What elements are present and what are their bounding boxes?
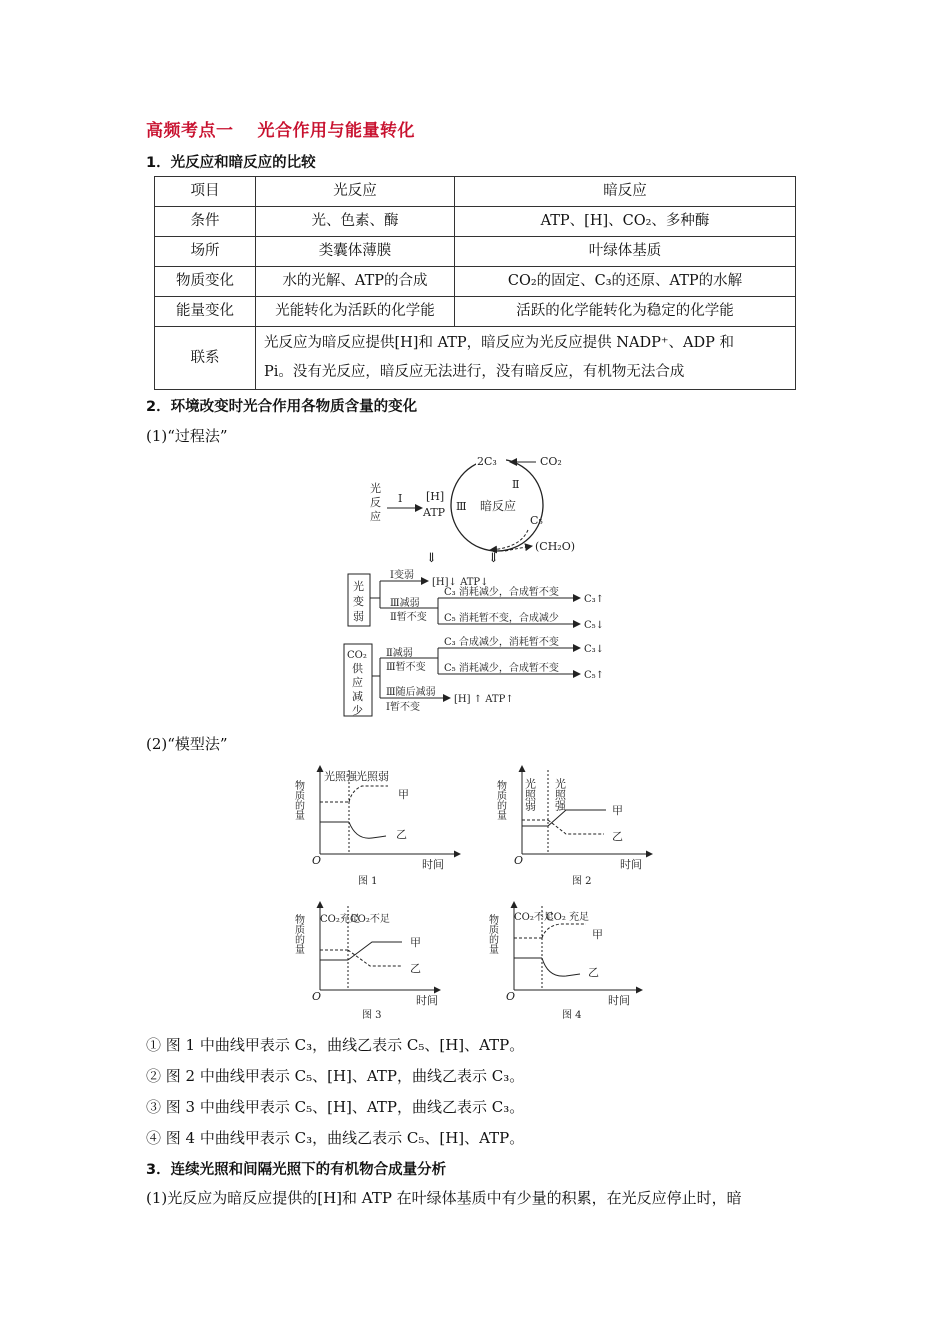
g1-jia: 甲 (398, 788, 409, 801)
g4-caption: 图 4 (562, 1010, 582, 1021)
svg-text:⇓: ⇓ (488, 551, 499, 566)
origin-label: O (514, 854, 524, 867)
o4: C₅↑ (584, 670, 605, 681)
o3: C₃↓ (584, 644, 605, 655)
x-axis-label: 时间 (422, 858, 444, 871)
table-header-cell: 暗反应 (455, 177, 796, 207)
heading-2: 2．环境改变时光合作用各物质含量的变化 (146, 399, 418, 415)
y-axis-label: 物质的量 (292, 780, 304, 820)
r4: [H] ↑ ATP↑ (454, 694, 514, 705)
note-3: ③ 图 3 中曲线甲表示 C₅、[H]、ATP，曲线乙表示 C₃。 (146, 1098, 525, 1116)
label-dark-reaction: 暗反应 (480, 499, 517, 513)
g1-left-label: 光照强 (324, 770, 357, 783)
graph-3 (293, 902, 441, 1021)
note-4: ④ 图 4 中曲线甲表示 C₃，曲线乙表示 C₅、[H]、ATP。 (146, 1129, 525, 1147)
g1-right-label: 光照弱 (356, 770, 389, 783)
table-cell: 光、色素、酶 (256, 207, 455, 237)
table-row (155, 237, 796, 267)
heading-1: 1．光反应和暗反应的比较 (146, 155, 316, 171)
table-cell: 联系 (155, 327, 256, 390)
l1: Ⅰ变弱 (390, 570, 414, 581)
label-ch2o: (CH₂O) (535, 540, 576, 553)
g3-jia: 甲 (410, 936, 421, 949)
m2: C₅ 消耗暂不变，合成减少 (444, 613, 559, 624)
g3-left-label: CO₂充足 (320, 914, 360, 925)
paragraph: (1)光反应为暗反应提供的[H]和 ATP 在叶绿体基质中有少量的积累，在光反应停止时，暗 (146, 1189, 742, 1207)
table-cell: 叶绿体基质 (455, 237, 796, 267)
box2-char: CO₂ (347, 650, 367, 661)
table-cell: 活跃的化学能转化为稳定的化学能 (455, 297, 796, 327)
note-2: ② 图 2 中曲线甲表示 C₅、[H]、ATP，曲线乙表示 C₃。 (146, 1067, 525, 1085)
g4-left-label: CO₂不足 (514, 912, 554, 923)
m4: C₅ 消耗减少，合成暂不变 (444, 663, 559, 674)
y-axis-label: 物质的量 (494, 780, 506, 820)
origin-label: O (312, 990, 322, 1003)
g4-jia: 甲 (592, 928, 603, 941)
graph-2 (495, 766, 653, 887)
x-axis-label: 时间 (416, 994, 438, 1007)
label-roman-2: Ⅱ (512, 478, 520, 491)
table-cell: 场所 (155, 237, 256, 267)
table-cell: 光能转化为活跃的化学能 (256, 297, 455, 327)
g4-yi: 乙 (588, 966, 599, 979)
section-title-text: 光合作用与能量转化 (257, 121, 415, 141)
method-1-label: (1)“过程法” (146, 427, 228, 445)
label-light-3: 应 (370, 510, 381, 523)
label-c5: C₅ (530, 514, 543, 527)
g4-right-label: CO₂ 充足 (546, 912, 590, 923)
section-title (146, 116, 415, 141)
heading-3: 3．连续光照和间隔光照下的有机物合成量分析 (146, 1162, 447, 1178)
graph-4 (487, 902, 643, 1021)
origin-label: O (312, 854, 322, 867)
svg-text:⇓: ⇓ (426, 551, 437, 566)
r1: [H]↓ ATP↓ (432, 577, 489, 588)
g2-jia: 甲 (612, 804, 623, 817)
g2-right-label: 光照强 (553, 778, 567, 811)
label-h: [H] (426, 490, 445, 503)
x-axis-label: 时间 (620, 858, 642, 871)
box1-char: 变 (353, 595, 364, 608)
m3: C₃ 合成减少，消耗暂不变 (444, 637, 559, 648)
table-cell-link (256, 327, 796, 390)
label-light-2: 反 (370, 496, 381, 509)
g3-yi: 乙 (410, 962, 421, 975)
box2-char: 应 (352, 676, 363, 689)
g2-caption: 图 2 (572, 876, 592, 887)
process-diagram (340, 448, 620, 720)
x-axis-label: 时间 (608, 994, 630, 1007)
table-cell: 物质变化 (155, 267, 256, 297)
box2-char: 少 (352, 704, 363, 717)
table-cell: 能量变化 (155, 297, 256, 327)
graph-1 (293, 766, 461, 887)
note-1: ① 图 1 中曲线甲表示 C₃，曲线乙表示 C₅、[H]、ATP。 (146, 1036, 525, 1054)
m1: C₃ 消耗减少，合成暂不变 (444, 587, 559, 598)
l4b: Ⅰ暂不变 (386, 702, 420, 713)
table-cell: CO₂的固定、C₃的还原、ATP的水解 (455, 267, 796, 297)
origin-label: O (506, 990, 516, 1003)
y-axis-label: 物质的量 (486, 914, 498, 954)
box1-char: 光 (353, 580, 364, 593)
box2-char: 供 (352, 662, 363, 675)
g2-left-label: 光照弱 (523, 778, 537, 811)
table-row (155, 207, 796, 237)
o1: C₃↑ (584, 594, 605, 605)
label-roman-3: Ⅲ (456, 500, 467, 513)
label-2c3: 2C₃ (477, 455, 497, 468)
g3-right-label: CO₂不足 (350, 914, 390, 925)
table-cell: 类囊体薄膜 (256, 237, 455, 267)
l4a: Ⅲ随后减弱 (386, 687, 436, 698)
label-light-1: 光 (370, 482, 381, 495)
box1-char: 弱 (353, 610, 364, 623)
table-row (155, 297, 796, 327)
table-header-cell: 光反应 (256, 177, 455, 207)
l2a: Ⅲ减弱 (390, 598, 420, 609)
l2b: Ⅱ暂不变 (390, 612, 427, 623)
table-header-cell: 项目 (155, 177, 256, 207)
table-row (155, 177, 796, 207)
link-line-2: Pi。没有光反应，暗反应无法进行，没有暗反应，有机物无法合成 (264, 364, 685, 380)
table-row (155, 327, 796, 390)
comparison-table (154, 176, 796, 390)
l3b: Ⅲ暂不变 (386, 662, 426, 673)
g1-yi: 乙 (396, 828, 407, 841)
y-axis-label: 物质的量 (292, 914, 304, 954)
g2-yi: 乙 (612, 830, 623, 843)
g3-caption: 图 3 (362, 1010, 382, 1021)
box2-char: 减 (352, 690, 363, 703)
table-cell: 条件 (155, 207, 256, 237)
g1-caption: 图 1 (358, 876, 378, 887)
link-line-1: 光反应为暗反应提供[H]和 ATP，暗反应为光反应提供 NADP⁺、ADP 和 (264, 335, 734, 351)
section-title-prefix: 高频考点一 (146, 121, 234, 141)
l3a: Ⅱ减弱 (386, 648, 413, 659)
label-atp: ATP (423, 506, 446, 519)
table-cell: ATP、[H]、CO₂、多种酶 (455, 207, 796, 237)
model-graphs (290, 762, 670, 1024)
method-2-label: (2)“模型法” (146, 735, 228, 753)
label-roman-1: Ⅰ (398, 492, 403, 505)
table-row (155, 267, 796, 297)
label-co2: CO₂ (540, 455, 562, 468)
table-cell: 水的光解、ATP的合成 (256, 267, 455, 297)
o2: C₅↓ (584, 620, 605, 631)
